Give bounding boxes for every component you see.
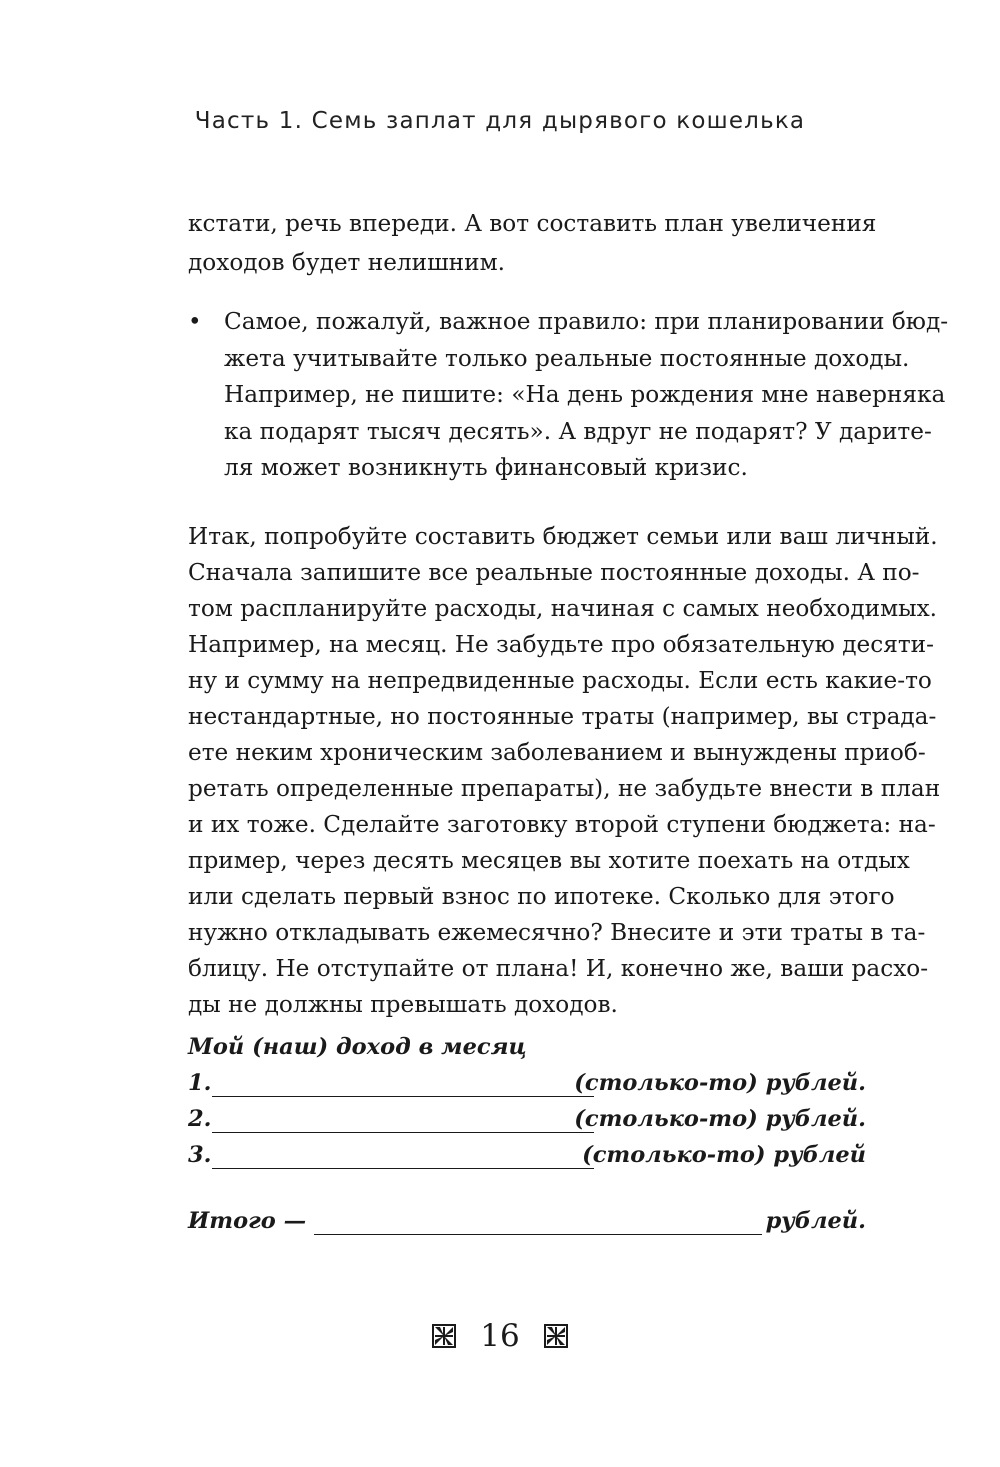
row-unit: (столько-то) рублей	[582, 1142, 866, 1168]
paragraph-line: том распланируйте расходы, начиная с самых необходимых.	[188, 595, 938, 622]
paragraph-line: нестандартные, но постоянные траты (например, вы страда-	[188, 703, 937, 730]
main-paragraph	[188, 519, 941, 1023]
row-number: 2.	[188, 1106, 212, 1132]
income-form-title: Мой (наш) доход в месяц	[188, 1034, 527, 1060]
bullet-line: жета учитывайте только реальные постоянные доходы.	[224, 344, 910, 372]
row-unit: (столько-то) рублей.	[574, 1070, 866, 1096]
paragraph-line: ретать определенные препараты), не забудьте внести в план	[188, 775, 941, 802]
income-input-line[interactable]	[212, 1142, 594, 1169]
cross-ornament-icon	[432, 1324, 456, 1348]
total-unit: рублей.	[765, 1208, 866, 1234]
paragraph-line: ды не должны превышать доходов.	[188, 991, 618, 1018]
income-row-1	[188, 1070, 866, 1106]
income-input-line[interactable]	[212, 1070, 594, 1097]
paragraph-line: пример, через десять месяцев вы хотите поехать на отдых	[188, 847, 910, 874]
paragraph-line: ете неким хроническим заболеванием и вынуждены приоб-	[188, 739, 926, 766]
bullet-line: Самое, пожалуй, важное правило: при планировании бюд-	[224, 308, 949, 335]
paragraph-line: и их тоже. Сделайте заготовку второй ступени бюджета: на-	[188, 811, 936, 838]
row-number: 3.	[188, 1142, 212, 1168]
bullet-icon: •	[188, 309, 202, 335]
bullet-line: Например, не пишите: «На день рождения мне навернякa	[224, 381, 946, 408]
row-number: 1.	[188, 1070, 212, 1096]
running-header: Часть 1. Семь заплат для дырявого кошелька	[194, 108, 806, 134]
paragraph-line: Сначала запишите все реальные постоянные доходы. А по-	[188, 559, 920, 586]
paragraph-line: доходов будет нелишним.	[188, 249, 505, 276]
paragraph-line: ну и сумму на непредвиденные расходы. Если есть какие-то	[188, 667, 932, 694]
paragraph-line: Итак, попробуйте составить бюджет семьи или ваш личный.	[188, 523, 938, 550]
income-input-line[interactable]	[212, 1106, 594, 1133]
bullet-line: ка подарят тысяч десять». А вдруг не подарят? У дарите-	[224, 417, 932, 445]
bullet-line: ля может возникнуть финансовый кризис.	[224, 454, 748, 481]
paragraph-line: нужно откладывать ежемесячно? Внесите и эти траты в та-	[188, 919, 926, 946]
paragraph-line: или сделать первый взнос по ипотеке. Сколько для этого	[188, 883, 895, 910]
paragraph-line: блицу. Не отступайте от плана! И, конечно же, ваши расхо-	[188, 955, 929, 982]
page-footer	[0, 1318, 1000, 1354]
total-input-line[interactable]	[314, 1208, 762, 1235]
continued-paragraph	[188, 206, 877, 281]
cross-ornament-icon	[544, 1324, 568, 1348]
page-number: 16	[480, 1318, 520, 1354]
income-total-row	[188, 1208, 866, 1244]
income-row-2	[188, 1106, 866, 1142]
total-label: Итого —	[188, 1208, 307, 1234]
income-row-3	[188, 1142, 866, 1178]
paragraph-line: кстати, речь впереди. А вот составить план увеличения	[188, 210, 877, 237]
row-unit: (столько-то) рублей.	[574, 1106, 866, 1132]
paragraph-line: Например, на месяц. Не забудьте про обязательную десяти-	[188, 631, 934, 658]
